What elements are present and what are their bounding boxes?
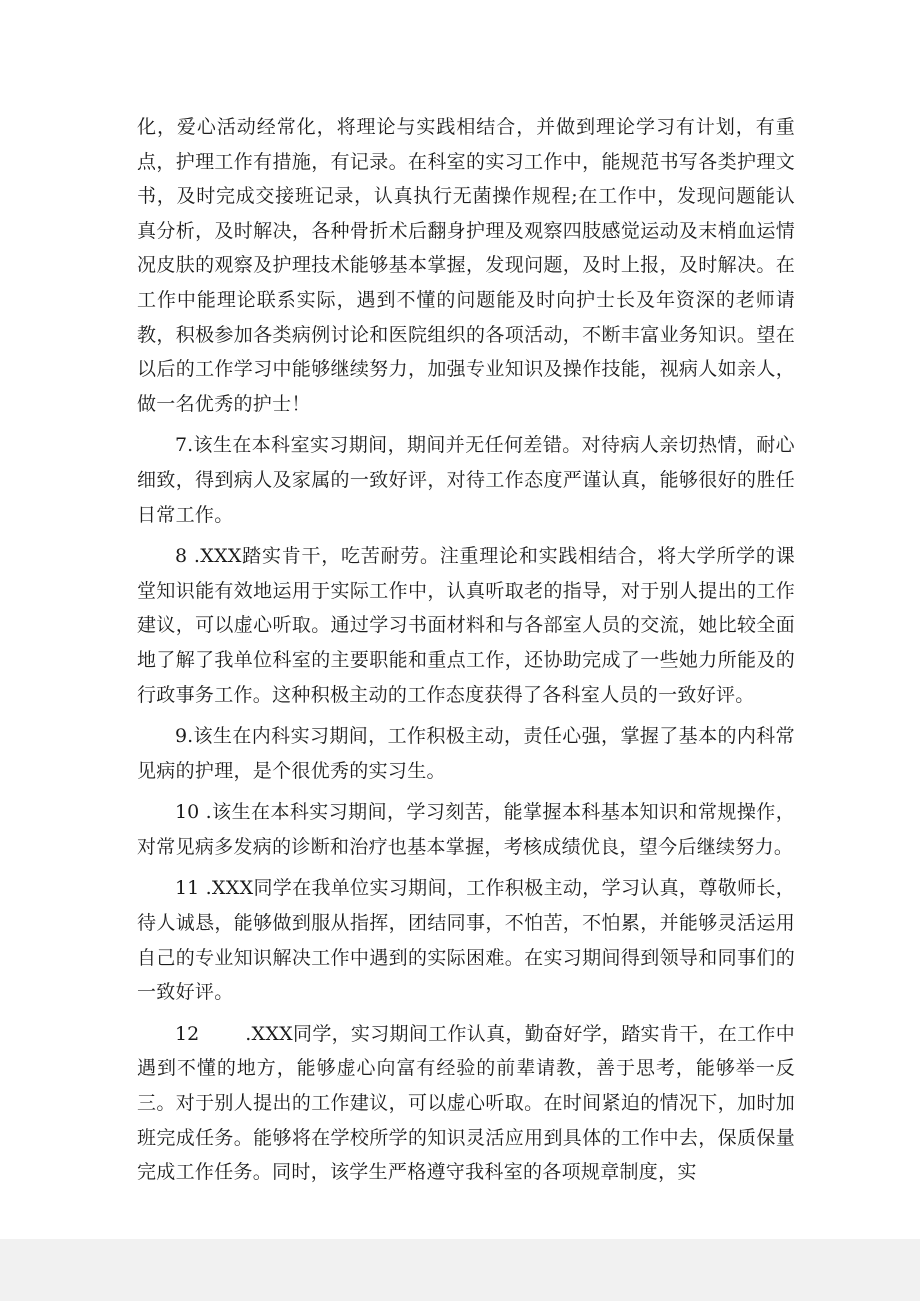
paragraph-continued [137,110,795,421]
paragraph-item-8 [137,539,795,712]
paragraph-text: .XXX同学在我单位实习期间，工作积极主动，学习认真，尊敬师长，待人诚恳，能够做到服从指挥，团结同事，不怕苦，不怕累，并能够灵活运用自己的专业知识解决工作中遇到的实际困难。在实习期间得到领导和同事们的一致好评。 [137,877,795,1004]
paragraph-item-11 [137,871,795,1009]
item-number: 10 [175,801,200,824]
paragraph-text: .该生在内科实习期间，工作积极主动，责任心强，掌握了基本的内科常见病的护理，是个很优秀的实习生。 [137,725,795,782]
paragraph-text: .该生在本科实习期间，学习刻苦，能掌握本科基本知识和常规操作，对常见病多发病的诊断和治疗也基本掌握，考核成绩优良，望今后继续努力。 [137,801,796,858]
paragraph-item-9 [137,719,795,788]
paragraph-text: .该生在本科室实习期间，期间并无任何差错。对待病人亲切热情，耐心细致，得到病人及家属的一致好评，对待工作态度严谨认真，能够很好的胜任日常工作。 [137,434,795,526]
paragraph-text: 化，爱心活动经常化，将理论与实践相结合，并做到理论学习有计划，有重点，护理工作有措施，有记录。在科室的实习工作中，能规范书写各类护理文书，及时完成交接班记录，认真执行无菌操作规程;在工作中，发现问题能认真分析，及时解决，各种骨折术后翻身护理及观察四肢感觉运动及末梢血运情况皮肤的观察及护理技术能够基本掌握，发现问题，及时上报，及时解决。在工作中能理论联系实际，遇到不懂的问题能及时向护士长及年资深的老师请教，积极参加各类病例讨论和医院组织的各项活动，不断丰富业务知识。望在以后的工作学习中能够继续努力，加强专业知识及操作技能，视病人如亲人，做一名优秀的护士！ [137,116,795,415]
paragraph-item-12 [137,1017,795,1190]
paragraph-item-7 [137,428,795,532]
item-number: 12 [175,1022,200,1045]
item-number: 7 [175,434,188,457]
page-footer-strip [0,1239,920,1301]
paragraph-text: .XXX同学，实习期间工作认真，勤奋好学，踏实肯干，在工作中遇到不懂的地方，能够虚心向富有经验的前辈请教，善于思考，能够举一反三。对于别人提出的工作建议，可以虚心听取。在时间紧迫的情况下，加时加班完成任务。能够将在学校所学的知识灵活应用到具体的工作中去，保质保量完成工作任务。同时，该学生严格遵守我科室的各项规章制度，实 [137,1022,795,1184]
document-body [137,110,795,1197]
item-number: 11 [175,877,200,900]
paragraph-text: .XXX踏实肯干，吃苦耐劳。注重理论和实践相结合，将大学所学的课堂知识能有效地运用于实际工作中，认真听取老的指导，对于别人提出的工作建议，可以虚心听取。通过学习书面材料和与各部室人员的交流，她比较全面地了解了我单位科室的主要职能和重点工作，还协助完成了一些她力所能及的行政事务工作。这种积极主动的工作态度获得了各科室人员的一致好评。 [137,545,795,706]
item-number: 8 [175,545,188,568]
paragraph-item-10 [137,795,795,864]
item-number: 9 [175,725,188,748]
